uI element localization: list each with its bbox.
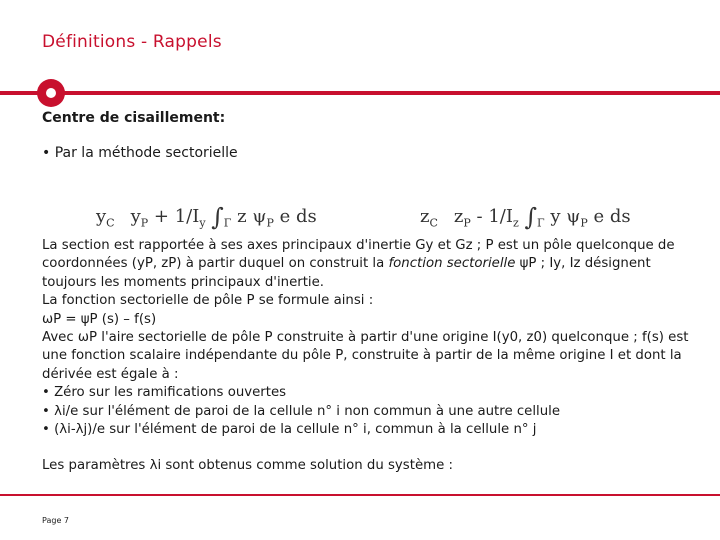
- formula-zc-lhs: $z_C$: [420, 206, 438, 230]
- integral-icon: ∫: [211, 203, 224, 231]
- system-paragraph: Les paramètres λi sont obtenus comme solution du système :: [42, 458, 453, 473]
- slide-title: Définitions - Rappels: [42, 32, 222, 52]
- formula-yc-rhs: $y_P + 1/I_y$ $\int_\Gamma$ z $\psi_P$ e ds: [130, 203, 317, 231]
- list-item: • (λi-λj)/e sur l'élément de paroi de la cellule n° i, commun à la cellule n° j: [42, 422, 537, 438]
- list-item: • Zéro sur les ramifications ouvertes: [42, 385, 287, 401]
- formula-yc: [96, 203, 317, 231]
- divider-line-bottom: [0, 494, 720, 496]
- section-heading: Centre de cisaillement:: [42, 110, 226, 126]
- formula-zc: [420, 203, 631, 231]
- integral-icon: ∫: [524, 203, 537, 231]
- paragraph-section-intro: La section est rapportée à ses axes principaux d'inertie Gy et Gz ; P est un pôle quelconque de coordonnées (yP, zP) à partir duquel on construit la fonction sectorielle ψP ; Iy, Iz désignent toujours les moments principaux d'inertie.: [42, 238, 675, 290]
- paragraph-omega-formula: ωP = ψP (s) – f(s): [42, 311, 157, 327]
- body-text: [42, 237, 692, 439]
- method-bullet: • Par la méthode sectorielle: [42, 145, 238, 161]
- page-number: Page 7: [42, 516, 69, 525]
- paragraph-definition: Avec ωP l'aire sectorielle de pôle P construite à partir d'une origine I(y0, z0) quelconque ; f(s) est une fonction scalaire indépendante du pôle P, construite à partir de la même origine I et dont la dérivée est égale à :: [42, 330, 689, 382]
- list-item: • λi/e sur l'élément de paroi de la cellule n° i non commun à une autre cellule: [42, 403, 561, 419]
- divider-knot-hole: [46, 88, 56, 98]
- formula-zc-rhs: $z_P - 1/I_z$ $\int_\Gamma$ y $\psi_P$ e ds: [453, 203, 631, 231]
- divider-line-top: [0, 91, 720, 95]
- formula-yc-lhs: $y_C$: [96, 206, 115, 230]
- paragraph-formula-intro: La fonction sectorielle de pôle P se formule ainsi :: [42, 293, 374, 309]
